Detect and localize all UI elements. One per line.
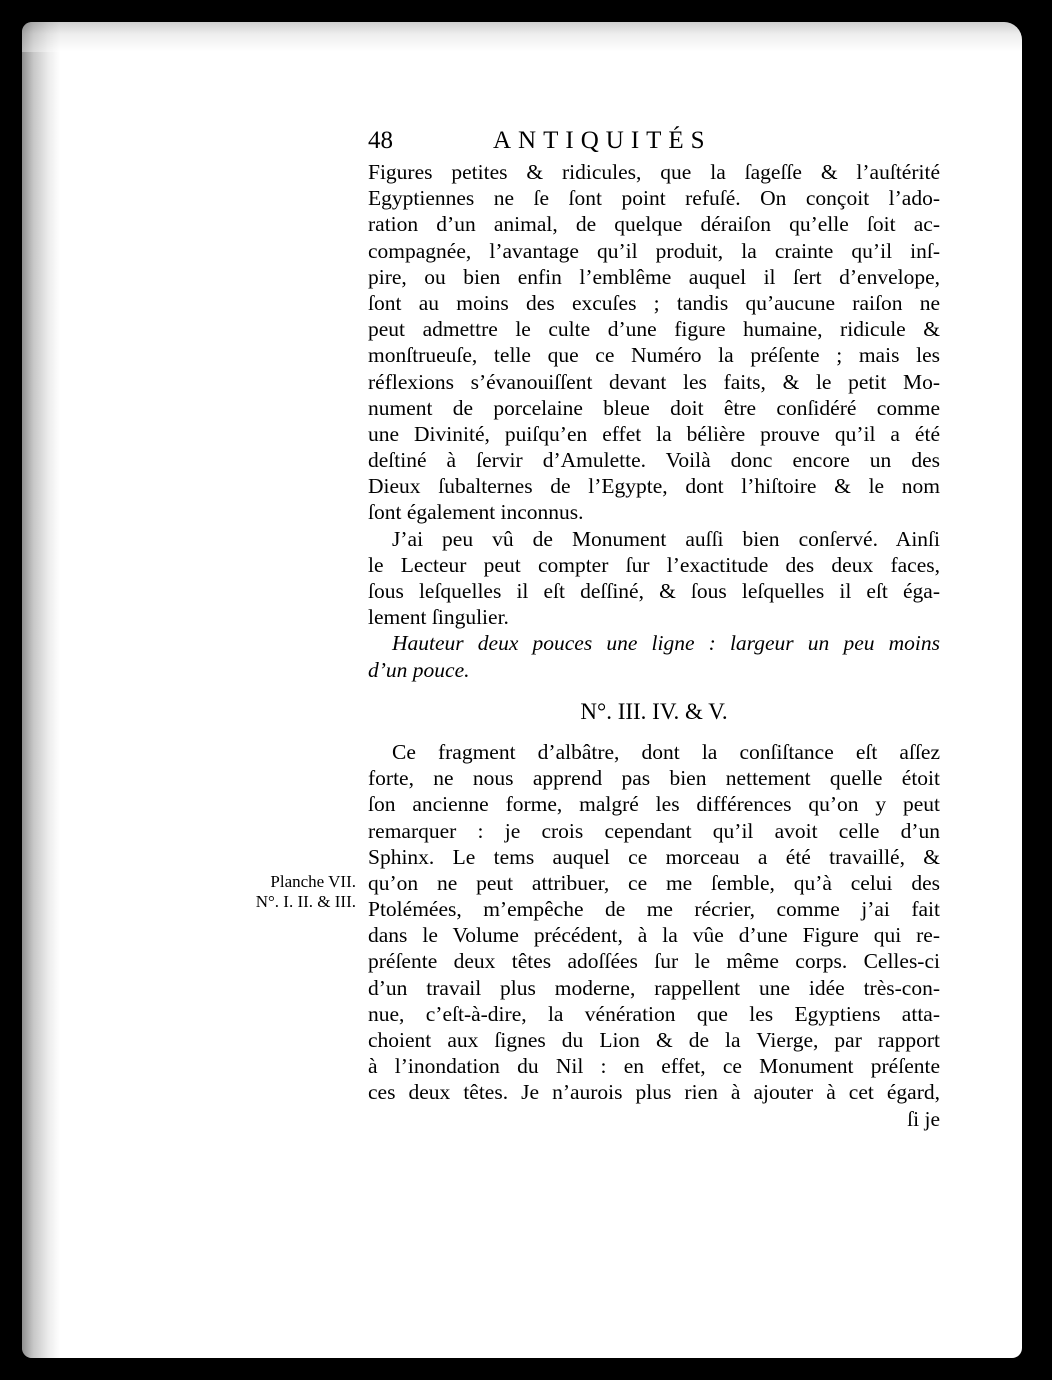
text-line: qu’on ne peut attribuer, ce me ſemble, qu’à celui des xyxy=(368,870,940,895)
margin-note xyxy=(202,872,356,912)
text-line: monſtrueuſe, telle que ce Numéro la préſente ; mais les xyxy=(368,343,940,368)
text-line: Hauteur deux pouces une ligne : largeur un peu moins xyxy=(392,631,940,656)
text-line: ces deux têtes. Je n’aurois plus rien à ajouter à cet égard, xyxy=(368,1080,940,1105)
text-line: ſous leſquelles il eſt deſſiné, & ſous leſquelles il eſt éga- xyxy=(368,579,940,603)
margin-note-numbers: N°. I. II. & III. xyxy=(255,892,356,911)
text-line: nument de porcelaine bleue doit être conſidéré comme xyxy=(368,395,940,420)
dimensions-note xyxy=(368,630,940,682)
scan-top-shadow xyxy=(22,22,1022,52)
scan-edge-shadow xyxy=(22,22,60,1358)
text-line: Ptolémées, m’empêche de me récrier, comme j’ai fait xyxy=(368,897,940,922)
book-page xyxy=(22,22,1022,1358)
text-line: Ce fragment d’albâtre, dont la conſiſtance eſt aſſez xyxy=(392,739,940,764)
page-header xyxy=(368,127,968,157)
body-text xyxy=(368,159,940,1132)
text-line: d’un pouce. xyxy=(368,657,470,682)
text-line: le Lecteur peut compter ſur l’exactitude des deux faces, xyxy=(368,552,940,577)
text-line: J’ai peu vû de Monument auſſi bien conſervé. Ainſi xyxy=(392,526,940,551)
text-line: réflexions s’évanouiſſent devant les faits, & le petit Mo- xyxy=(368,369,940,394)
text-line: d’un travail plus moderne, rappellent une idée très-con- xyxy=(368,975,940,1000)
text-line: Egyptiennes ne ſe ſont point refuſé. On conçoit l’ado- xyxy=(368,186,940,211)
text-line: à l’inondation du Nil : en effet, ce Monument préſente xyxy=(368,1054,940,1079)
text-line: Dieux ſubalternes de l’Egypte, dont l’hiſtoire & le nom xyxy=(368,474,940,499)
text-line: nue, c’eſt-à-dire, la vénération que les Egyptiens atta- xyxy=(368,1001,940,1026)
margin-note-plate: Planche VII. xyxy=(270,872,356,891)
text-line: Sphinx. Le tems auquel ce morceau a été travaillé, & xyxy=(368,844,940,869)
text-line: ſont au moins des excuſes ; tandis qu’aucune raiſon ne xyxy=(368,290,940,315)
text-line: forte, ne nous apprend pas bien nettement quelle étoit xyxy=(368,766,940,791)
text-line: une Divinité, puiſqu’en effet la bélière prouve qu’il a été xyxy=(368,421,940,446)
text-line: ſont également inconnus. xyxy=(368,500,584,525)
paragraph-1 xyxy=(368,159,940,526)
paragraph-2 xyxy=(368,526,940,631)
text-line: remarquer : je crois cependant qu’il avoit celle d’un xyxy=(368,818,940,843)
text-line: Figures petites & ridicules, que la ſageſſe & l’auſtérité xyxy=(368,160,940,184)
running-title: ANTIQUITÉS xyxy=(493,127,712,154)
paragraph-3 xyxy=(368,739,940,1106)
text-line: peut admettre le culte d’une figure humaine, ridicule & xyxy=(368,317,940,342)
text-line: préſente deux têtes adoſſées ſur le même corps. Celles-ci xyxy=(368,949,940,974)
text-line: compagnée, l’avantage qu’il produit, la crainte qu’il inſ- xyxy=(368,238,940,263)
page-number: 48 xyxy=(368,127,393,154)
text-line: choient aux ſignes du Lion & de la Vierge, par rapport xyxy=(368,1028,940,1052)
catchword: ſi je xyxy=(907,1106,940,1131)
section-heading: N°. III. IV. & V. xyxy=(580,698,728,724)
text-line: ration d’un animal, de quelque déraiſon qu’elle ſoit ac- xyxy=(368,212,940,237)
text-line: ſon ancienne forme, malgré les différences qu’on y peut xyxy=(368,792,940,817)
text-line: pire, ou bien enfin l’emblême auquel il ſert d’envelope, xyxy=(368,264,940,289)
text-line: lement ſingulier. xyxy=(368,605,509,630)
text-line: dans le Volume précédent, à la vûe d’une Figure qui re- xyxy=(368,923,940,948)
text-line: deſtiné à ſervir d’Amulette. Voilà donc encore un des xyxy=(368,448,940,473)
